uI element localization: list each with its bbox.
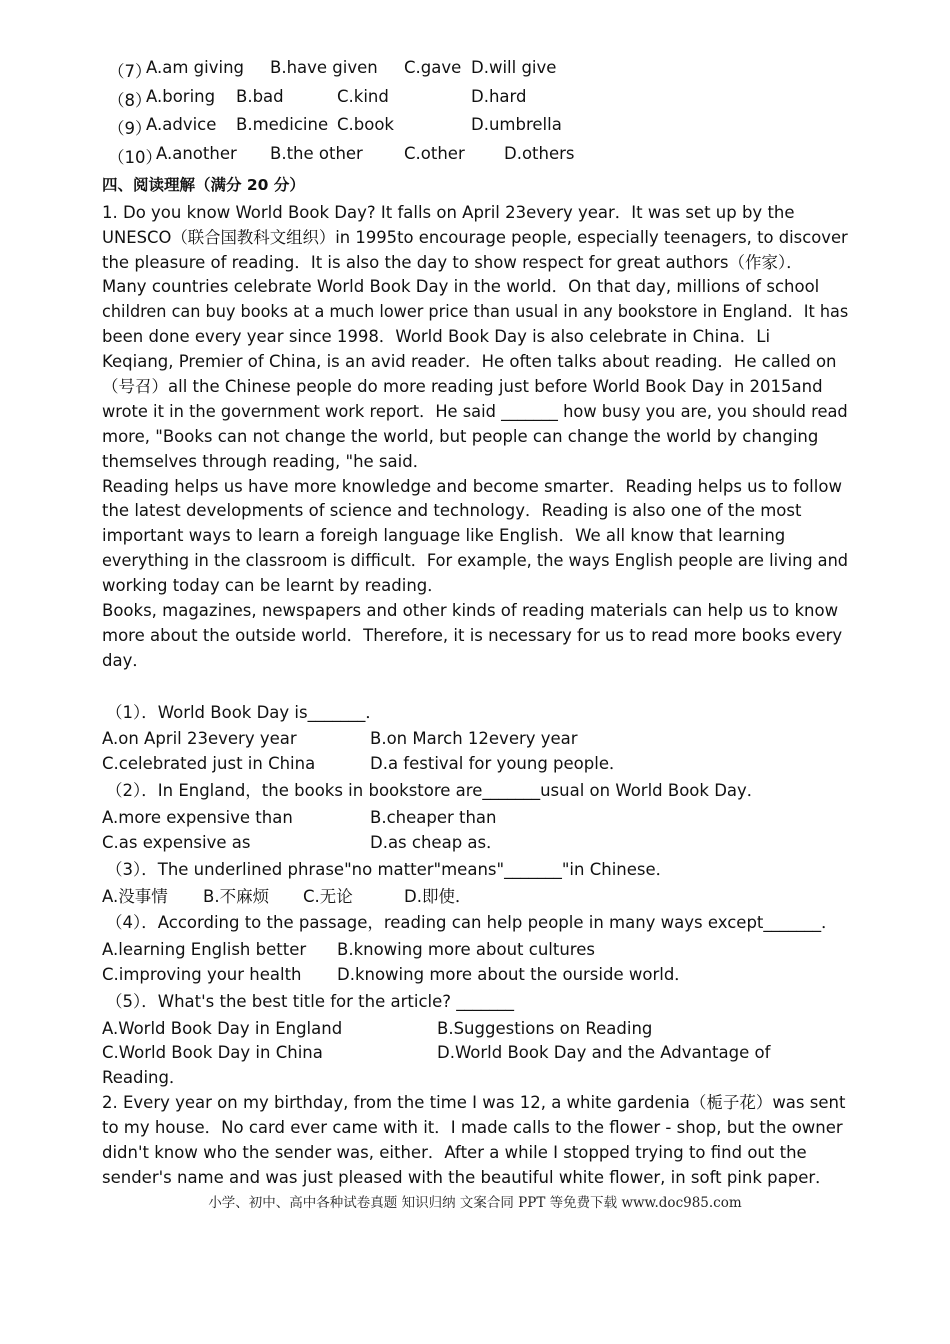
passage-line: Books, magazines, newspapers and other kinds of reading materials can help us to know [102,601,839,620]
passage-line: 2. Every year on my birthday, from the time I was 12, a white gardenia（栀子花）was sent [102,1093,846,1112]
option-number: （10） [108,148,162,167]
passage-line: the latest developments of science and technology．Reading is also one of the most [102,501,802,520]
section-title: 四、阅读理解（满分 20 分） [102,176,305,194]
option-c: C.gave [404,58,462,77]
option-a: A.another [156,144,237,163]
passage-line: Keqiang, Premier of China, is an avid reader．He often talks about reading．He called on [102,352,837,371]
option-number: （8） [108,91,152,110]
option-c: C.other [404,144,465,163]
option-b: B.medicine [236,115,329,134]
answer-option: B.knowing more about cultures [337,940,595,959]
answer-option: C.World Book Day in China [102,1043,323,1062]
answer-option: A.没事情 [102,887,168,906]
passage-line: （号召）all the Chinese people do more reading just before World Book Day in 2015and [102,377,823,396]
answer-option: A.more expensive than [102,808,293,827]
passage-line: children can buy books at a much lower price than usual in any bookstore in England．It has [102,302,849,321]
option-b: B.the other [270,144,363,163]
option-d: D.will give [471,58,557,77]
passage-line: important ways to learn a foreigh language like English．We all know that learning [102,526,786,545]
answer-option-continuation: Reading． [102,1068,186,1087]
passage-line: didn't know who the sender was, either．After a while I stopped trying to find out the [102,1143,807,1162]
passage-line: been done every year since 1998．World Book Day is also celebrate in China．Li [102,327,771,346]
question-stem: （4）．According to the passage，reading can help people in many ways except_______． [106,913,838,932]
answer-option: C.improving your health [102,965,302,984]
answer-option: A.learning English better [102,940,307,959]
answer-option: D.即使． [404,887,472,906]
page-footer: 小学、初中、高中各种试卷真题 知识归纳 文案合同 PPT 等免费下载 www.doc985.com [208,1195,742,1211]
answer-option: B.不麻烦 [203,887,270,906]
option-a: A.advice [146,115,217,134]
option-b: B.bad [236,87,284,106]
passage-line: to my house．No card ever came with it．I made calls to the flower - shop, but the owner [102,1118,843,1137]
question-stem: （3）．The underlined phrase"no matter"means"_______"in Chinese． [106,860,673,879]
passage-line: day． [102,651,149,670]
answer-option: D.a festival for young people． [370,754,626,773]
question-stem: （5）．What's the best title for the article? _______ [106,992,515,1011]
answer-option: C.as expensive as [102,833,251,852]
passage-line: working today can be learnt by reading． [102,576,444,595]
option-number: （7） [108,62,152,81]
answer-option: C.celebrated just in China [102,754,316,773]
passage-line: wrote it in the government work report．He said _______ how busy you are, you should read [102,402,848,421]
passage-line: more, "Books can not change the world, but people can change the world by changing [102,427,819,446]
option-number: （9） [108,119,152,138]
answer-option: A.World Book Day in England [102,1019,343,1038]
question-stem: （1）．World Book Day is_______． [106,703,382,722]
passage-line: Reading helps us have more knowledge and become smarter．Reading helps us to follow [102,477,842,496]
answer-option: B.on March 12every year [370,729,578,748]
passage-line: the pleasure of reading．It is also the day to show respect for great authors（作家）． [102,253,803,272]
option-c: C.kind [337,87,389,106]
passage-line: everything in the classroom is difficult．For example, the ways English people are living and [102,551,849,570]
question-stem: （2）．In England，the books in bookstore are_______usual on World Book Day． [106,781,764,800]
option-d: D.umbrella [471,115,562,134]
option-a: A.boring [146,87,216,106]
answer-option: D.World Book Day and the Advantage of [437,1043,771,1062]
answer-option: B.Suggestions on Reading [437,1019,653,1038]
answer-option: C.无论 [303,887,353,906]
option-d: D.others [504,144,575,163]
answer-option: D.knowing more about the ourside world． [337,965,691,984]
passage-line: sender's name and was just pleased with the beautiful white flower, in soft pink paper． [102,1168,832,1187]
passage-line: themselves through reading, "he said． [102,452,430,471]
answer-option: D.as cheap as． [370,833,503,852]
passage-line: Many countries celebrate World Book Day in the world．On that day, millions of school [102,277,820,296]
option-a: A.am giving [146,58,245,77]
option-c: C.book [337,115,394,134]
answer-option: A.on April 23every year [102,729,297,748]
answer-option: B.cheaper than [370,808,497,827]
passage-line: UNESCO（联合国教科文组织）in 1995to encourage people, especially teenagers, to discover [102,228,848,247]
passage-line: 1. Do you know World Book Day? It falls on April 23every year．It was set up by the [102,203,795,222]
passage-line: more about the outside world．Therefore, it is necessary for us to read more books every [102,626,843,645]
option-b: B.have given [270,58,378,77]
option-d: D.hard [471,87,527,106]
